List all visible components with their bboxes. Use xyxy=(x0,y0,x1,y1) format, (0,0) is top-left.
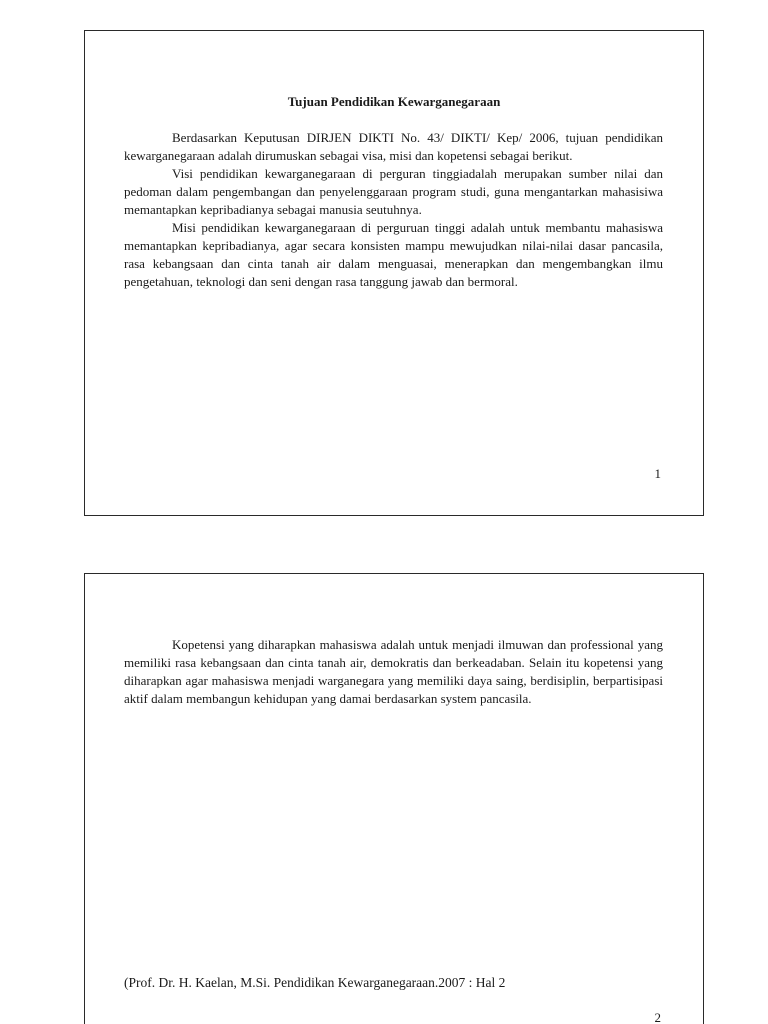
document-page-2 xyxy=(84,573,704,1024)
paragraph-tujuan: Berdasarkan Keputusan DIRJEN DIKTI No. 43/ DIKTI/ Kep/ 2006, tujuan pendidikan kewarganegaraan adalah dirumuskan sebagai visa, misi dan kopetensi sebagai berikut. xyxy=(124,130,663,163)
page-number: 1 xyxy=(654,466,661,481)
citation: (Prof. Dr. H. Kaelan, M.Si. Pendidikan Kewarganegaraan.2007 : Hal 2 xyxy=(124,975,506,990)
paragraph-visi: Visi pendidikan kewarganegaraan di perguran tinggiadalah merupakan sumber nilai dan pedoman dalam pengembangan dan penyelenggaraan program studi, guna mengantarkan mahasisiwa memantapkan kepribadianya sebagai manusia seutuhnya. xyxy=(124,166,663,217)
page-2-body xyxy=(124,636,663,708)
paragraph-misi: Misi pendidikan kewarganegaraan di perguruan tinggi adalah untuk membantu mahasiswa memantapkan kepribadianya, agar secara konsisten mampu mewujudkan nilai-nilai dasar pancasila, rasa kebangsaan dan cinta tanah air dalam menguasai, menerapkan dan mengembangkan ilmu pengetahuan, teknologi dan seni dengan rasa tanggung jawab dan bermoral. xyxy=(124,220,663,289)
page-1-body xyxy=(124,129,663,291)
document-page-1 xyxy=(84,30,704,516)
page-number: 2 xyxy=(654,1010,661,1024)
paragraph-kopetensi: Kopetensi yang diharapkan mahasiswa adalah untuk menjadi ilmuwan dan professional yang memiliki rasa kebangsaan dan cinta tanah air, demokratis dan berkeadaban. Selain itu kopetensi yang diharapkan agar mahasiswa menjadi warganegara yang memiliki daya saing, berdisiplin, berpartisipasi aktif dalam membangun kehidupan yang damai berdasarkan system pancasila. xyxy=(124,637,663,706)
page-title: Tujuan Pendidikan Kewarganegaraan xyxy=(287,94,501,109)
